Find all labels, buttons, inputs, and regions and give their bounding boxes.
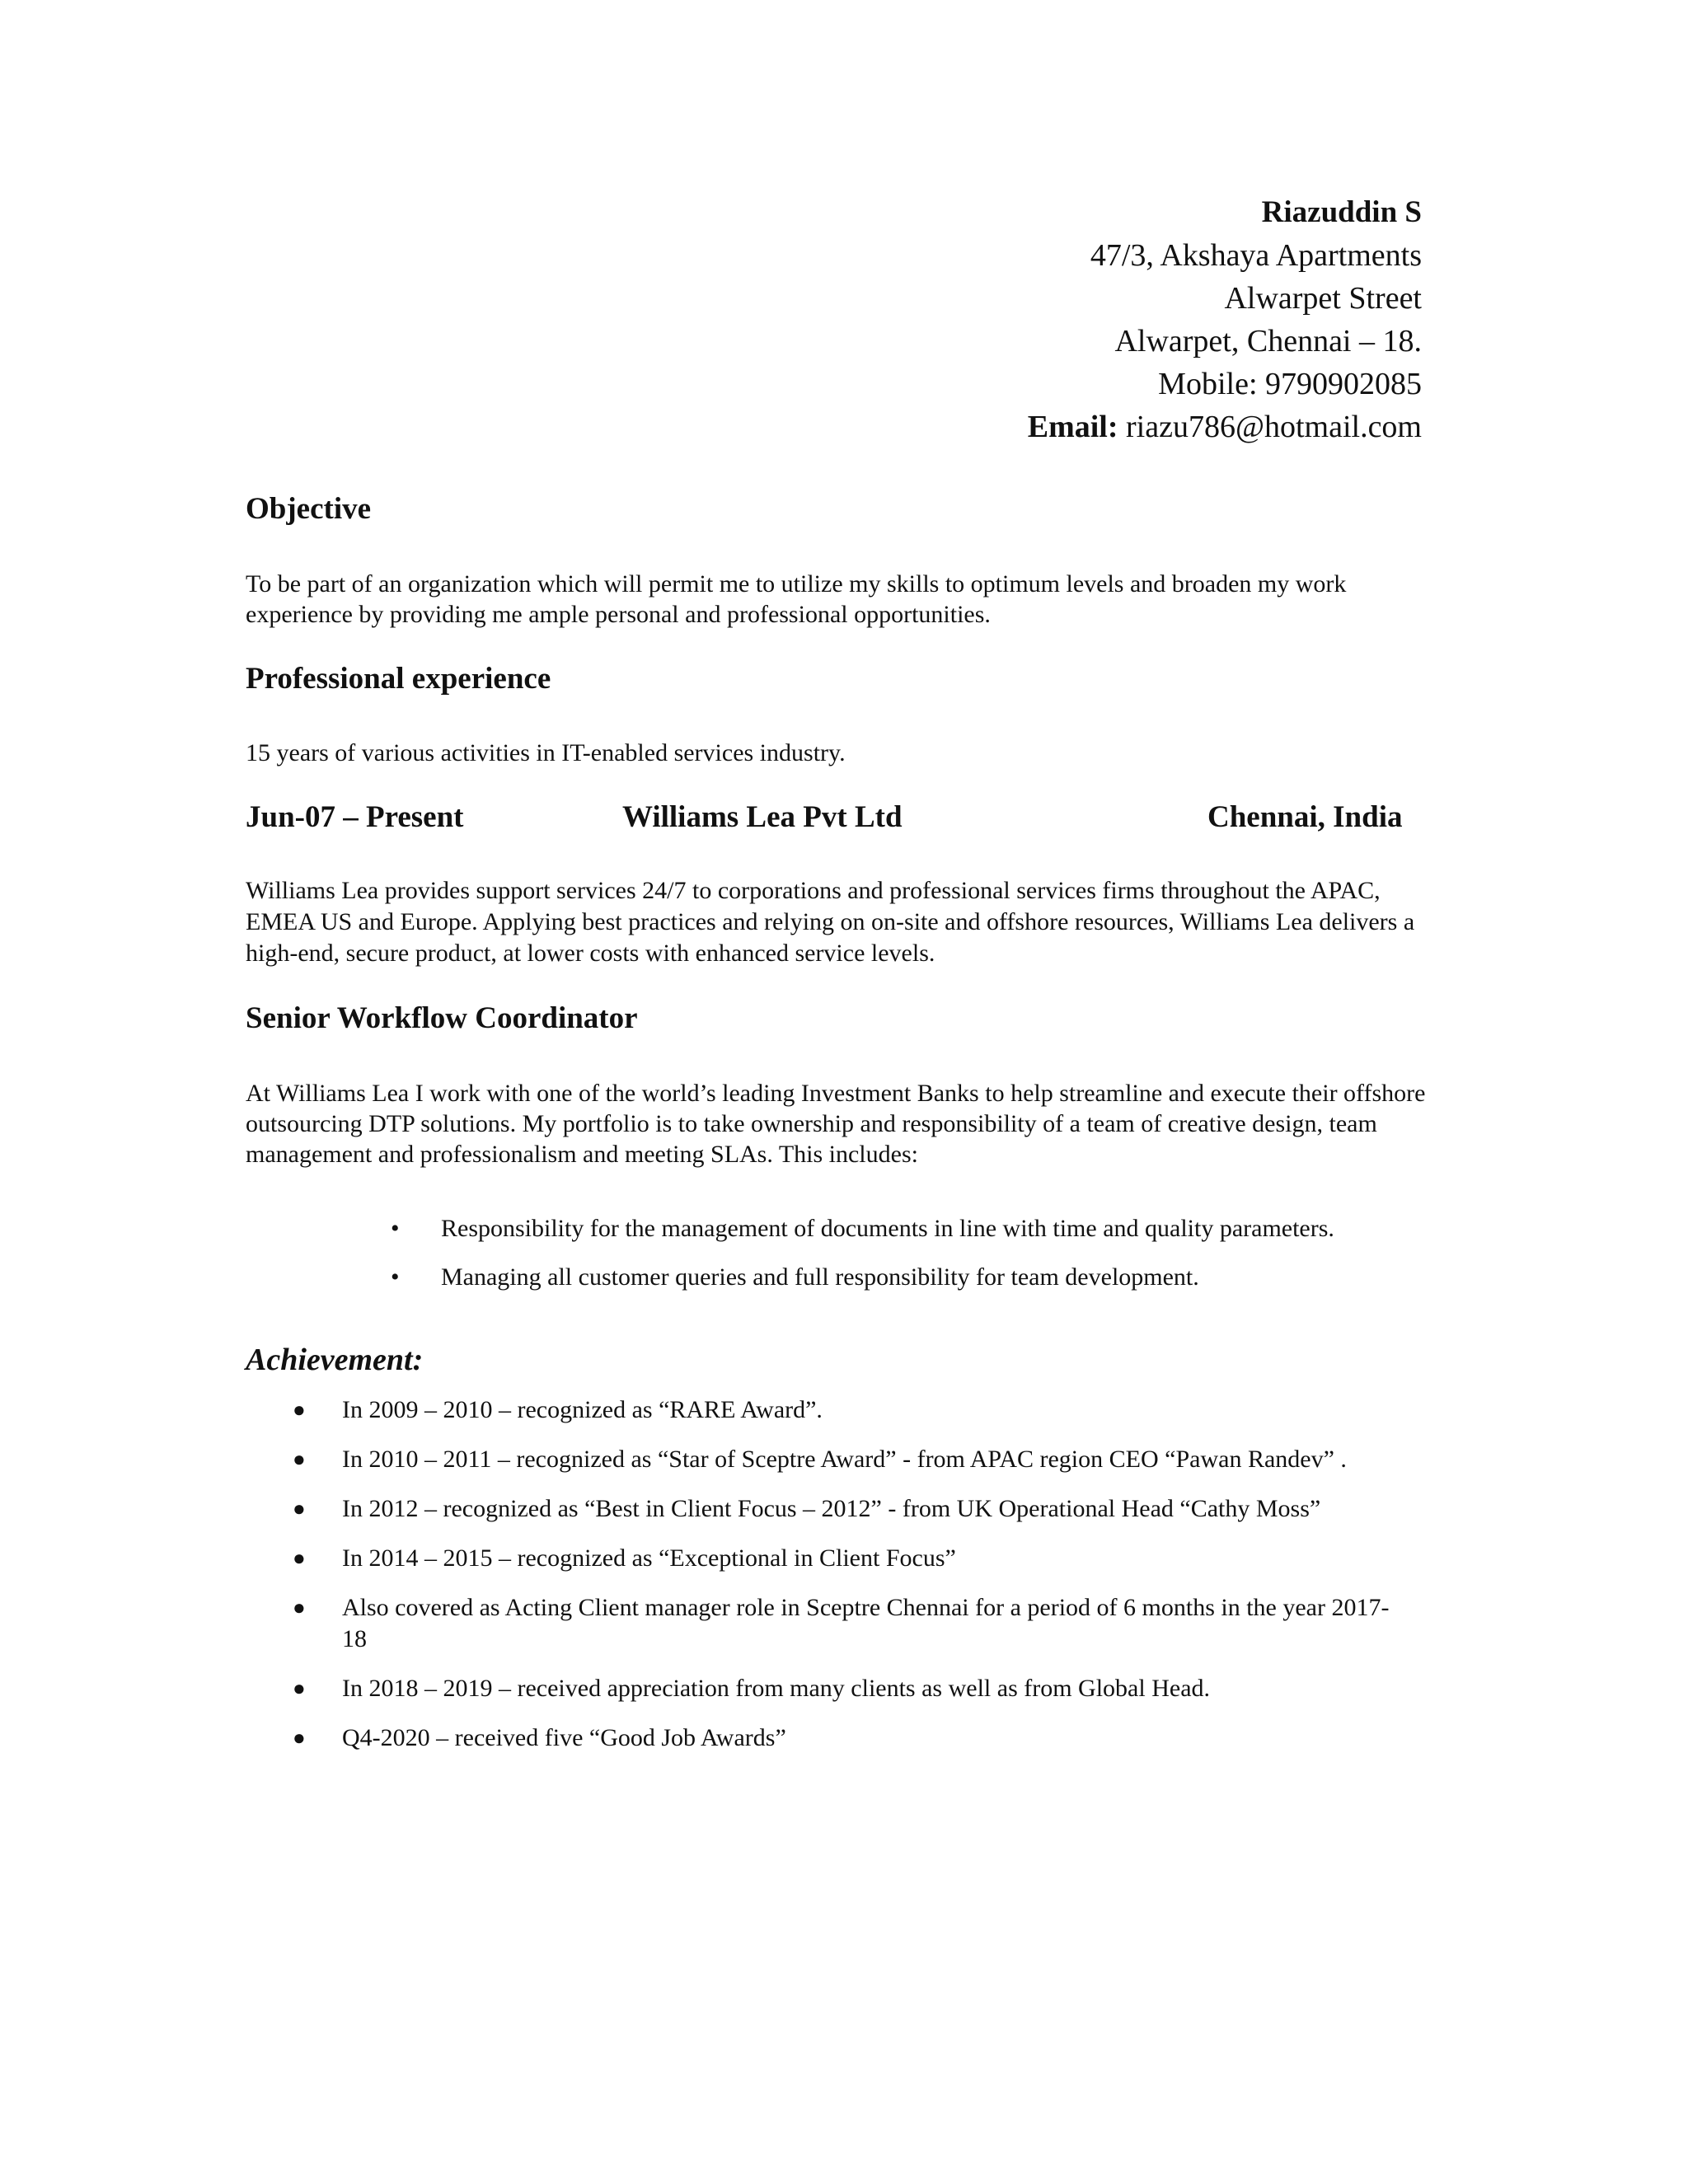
address-line-1: 47/3, Akshaya Apartments: [1090, 238, 1422, 273]
experience-summary: 15 years of various activities in IT-enabled services industry.: [246, 739, 846, 766]
bullet-icon: •: [391, 1263, 400, 1291]
list-item: [293, 1722, 1414, 1754]
list-item: [293, 1394, 1414, 1426]
bullet-icon: ●: [293, 1546, 306, 1570]
list-item: [293, 1493, 1414, 1525]
list-item: [387, 1213, 1409, 1244]
contact-block: [1028, 191, 1422, 448]
bullet-icon: ●: [293, 1497, 306, 1521]
list-item: [293, 1543, 1414, 1574]
experience-heading: Professional experience: [246, 662, 551, 696]
email-address: riazu786@hotmail.com: [1126, 410, 1422, 444]
list-item-text: In 2014 – 2015 – recognized as “Exceptional in Client Focus”: [342, 1544, 956, 1572]
list-item: [293, 1592, 1414, 1655]
list-item-text: Responsibility for the management of documents in line with time and quality parameters.: [441, 1215, 1334, 1242]
employer-location: Chennai, India: [1207, 800, 1403, 834]
objective-heading: Objective: [246, 492, 372, 526]
list-item-text: In 2010 – 2011 – recognized as “Star of Sceptre Award” - from APAC region CEO “Pawan Randev” .: [342, 1446, 1347, 1473]
employment-period: Jun-07 – Present: [246, 800, 464, 834]
bullet-icon: ●: [293, 1398, 306, 1422]
candidate-name: Riazuddin S: [1261, 195, 1422, 229]
address-line-2: Alwarpet Street: [1224, 281, 1422, 316]
list-item-text: Q4-2020 – received five “Good Job Awards”: [342, 1724, 786, 1751]
bullet-icon: •: [391, 1215, 400, 1242]
achievement-heading: Achievement:: [246, 1343, 424, 1377]
address-line-3: Alwarpet, Chennai – 18.: [1114, 324, 1422, 359]
role-title: Senior Workflow Coordinator: [246, 1001, 638, 1035]
bullet-icon: ●: [293, 1676, 306, 1700]
bullet-icon: ●: [293, 1596, 306, 1619]
email-label: Email:: [1027, 410, 1118, 444]
list-item-text: In 2018 – 2019 – received appreciation from many clients as well as from Global Head.: [342, 1675, 1211, 1702]
company-description: Williams Lea provides support services 24/7 to corporations and professional services firms throughout the APAC, EMEA US and Europe. Applying best practices and relying on on-site and offshore resources, Williams Lea delivers a high-end, secure product, at lower costs with enhanced service levels.: [246, 877, 1415, 967]
email-line: [1028, 405, 1422, 448]
bullet-icon: ●: [293, 1447, 306, 1471]
list-item: [293, 1673, 1414, 1704]
list-item-text: Also covered as Acting Client manager role in Sceptre Chennai for a period of 6 months in the year 2017-18: [342, 1594, 1390, 1652]
mobile-number: Mobile: 9790902085: [1158, 367, 1422, 401]
objective-text: To be part of an organization which will permit me to utilize my skills to optimum levels and broaden my work experience by providing me ample personal and professional opportunities.: [246, 570, 1347, 628]
list-item-text: In 2009 – 2010 – recognized as “RARE Award”.: [342, 1396, 823, 1423]
list-item: [293, 1444, 1414, 1475]
list-item-text: Managing all customer queries and full responsibility for team development.: [441, 1263, 1199, 1291]
role-description: At Williams Lea I work with one of the world’s leading Investment Banks to help streamline and execute their offshore outsourcing DTP solutions. My portfolio is to take ownership and responsibility of a team of creative design, team management and professionalism and meeting SLAs. This includes:: [246, 1080, 1426, 1168]
employer-name: Williams Lea Pvt Ltd: [622, 800, 903, 834]
achievement-list: [293, 1394, 1414, 1772]
role-bullet-list: [387, 1213, 1409, 1310]
list-item-text: In 2012 – recognized as “Best in Client Focus – 2012” - from UK Operational Head “Cathy Moss”: [342, 1495, 1321, 1522]
bullet-icon: ●: [293, 1726, 306, 1750]
list-item: [387, 1262, 1409, 1292]
